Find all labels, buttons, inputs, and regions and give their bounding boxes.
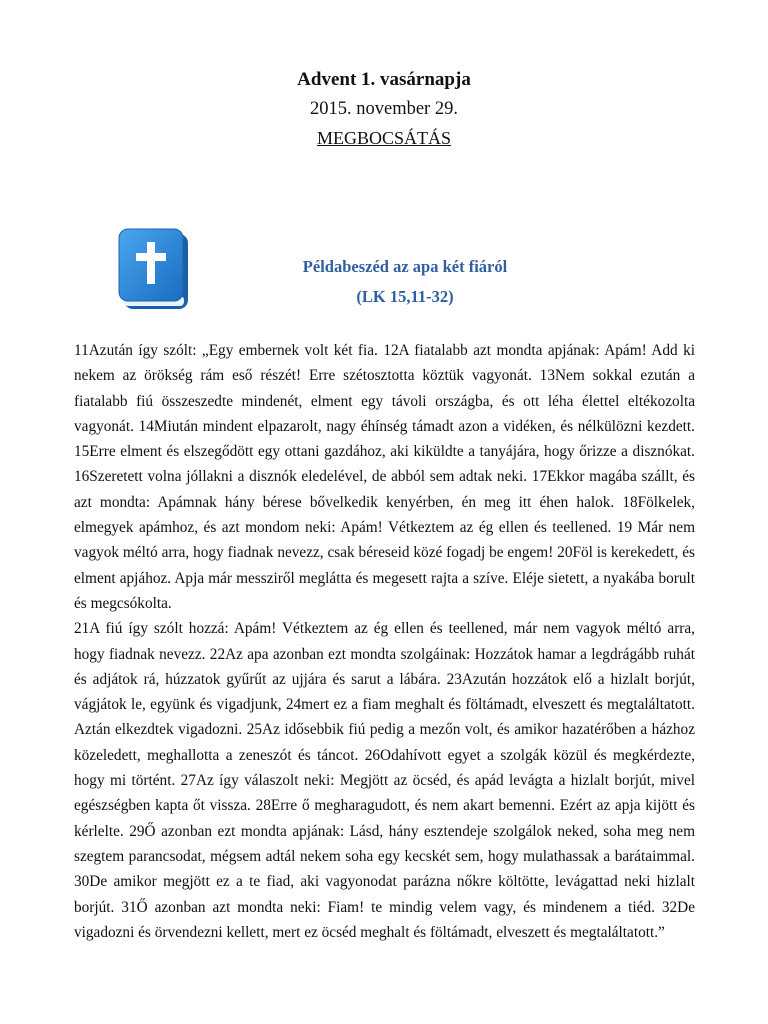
paragraph: 11Azután így szólt: „Egy embernek volt két fia. 12A fiatalabb azt mondta apjának: Apám! Add ki nekem az örökség rám eső részét! Erre szétosztotta köztük vagyonát. 13Nem sokkal ezután a fiatalabb fiú összeszedte mindenét, elment egy távoli országba, és ott léha élettel eltékozolta vagyonát. 14Miután mindent elpazarolt, nagy éhínség támadt azon a vidéken, és nélkülözni kezdett. 15Erre elment és elszegődött egy ottani gazdához, aki kiküldte a tanyájára, hogy őrizze a disznókat. 16Szeretett volna jóllakni a disznók eledelével, de abból sem adtak neki. 17Ekkor magába szállt, és azt mondta: Apámnak hány bérese bővelkedik kenyérben, én meg itt éhen halok. 18Fölkelek, elmegyek apámhoz, és azt mondom neki: Apám! Vétkeztem az ég ellen és teellened. 19 Már nem vagyok méltó arra, hogy fiadnak nevezz, csak béreseid közé fogadj be engem! 20Föl is kerekedett, és elment apjához. Apja már messziről meglátta és megesett rajta a szíve. Eléje sietett, a nyakába borult és megcsókolta. — [74, 342, 695, 612]
bible-cross-icon — [118, 228, 190, 310]
page-title: Advent 1. vasárnapja — [297, 69, 471, 90]
page-theme: MEGBOCSÁTÁS — [316, 128, 452, 148]
scripture-text — [74, 338, 695, 945]
header — [0, 66, 768, 152]
paragraph: 21A fiú így szólt hozzá: Apám! Vétkeztem az ég ellen és teellened, már nem vagyok méltó arra, hogy fiadnak nevezz. 22Az apa azonban ezt mondta szolgáinak: Hozzátok hamar a legdrágább ruhát és adjátok rá, húzzatok gyűrűt az ujjára és sarut a lábára. 23Azután hozzátok elő a hizlalt borjút, vágjátok le, együnk és vigadjunk, 24mert ez a fiam meghalt és föltámadt, elveszett és megtaláltatott. Aztán elkezdtek vigadozni. 25Az idősebbik fiú pedig a mezőn volt, és amikor hazatérőben a házhoz közeledett, meghallotta a zeneszót és táncot. 26Odahívott egyet a szolgák közül és megkérdezte, hogy mi történt. 27Az így válaszolt neki: Megjött az öcséd, és apád levágta a hizlalt borjút, mivel egészségben kapta őt vissza. 28Erre ő megharagudott, és nem akart bemenni. Ezért az apja kijött és kérlelte. 29Ő azonban ezt mondta apjának: Lásd, hány esztendeje szolgálok neked, soha meg nem szegtem parancsodat, mégsem adtál nekem soha egy kecskét sem, hogy mulathassak a barátaimmal. 30De amikor megjött ez a te fiad, aki vagyonodat parázna nőkre költötte, levágattad neki hizlalt borjút. 31Ő azonban azt mondta neki: Fiam! te mindig velem vagy, és mindenem a tiéd. 32De vigadozni és örvendezni kellett, mert ez öcséd meghalt és föltámadt, elveszett és megtaláltatott.” — [74, 620, 695, 941]
passage-heading — [240, 252, 570, 312]
passage-title: Példabeszéd az apa két fiáról — [302, 257, 508, 276]
page-date: 2015. november 29. — [310, 99, 458, 119]
passage-reference: (LK 15,11-32) — [356, 287, 454, 306]
